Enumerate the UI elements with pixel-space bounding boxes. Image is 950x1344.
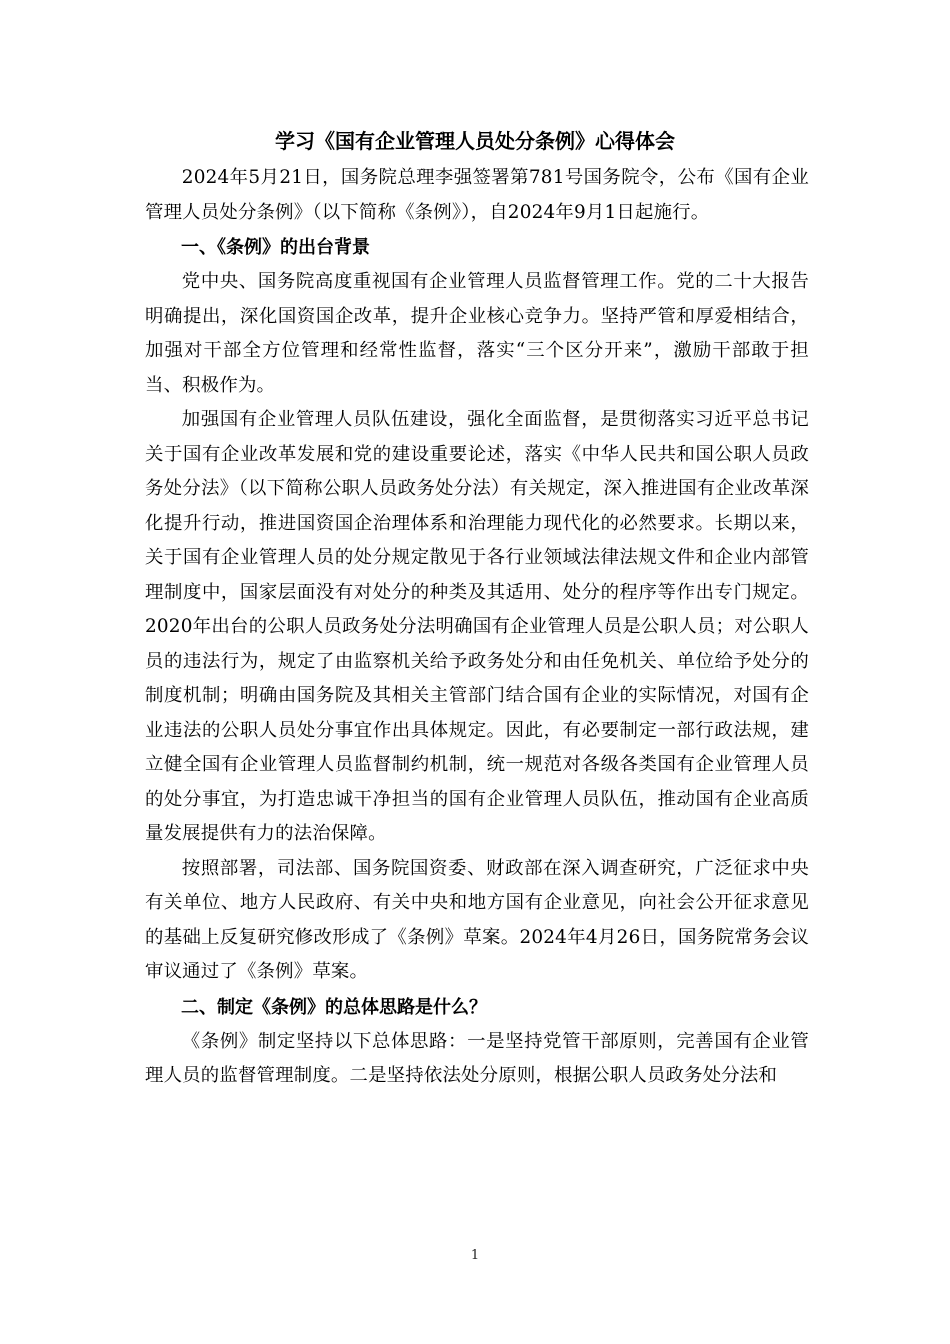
section-heading-approach: 二、制定《条例》的总体思路是什么？ (181, 996, 487, 1018)
document-title: 学习《国有企业管理人员处分条例》心得体会 (275, 129, 675, 153)
paragraph-background-1: 党中央、国务院高度重视国有企业管理人员监督管理工作。党的二十大报告明确提出，深化国资国企改革，提升企业核心竞争力。坚持严管和厚爱相结合，加强对干部全方位管理和经常性监督，落实“三个区分开来”，激励干部敢于担当、积极作为。 (145, 271, 809, 396)
paragraph-background-3: 按照部署，司法部、国务院国资委、财政部在深入调查研究，广泛征求中央有关单位、地方人民政府、有关中央和地方国有企业意见，向社会公开征求意见的基础上反复研究修改形成了《条例》草案。2024年4月26日，国务院常务会议审议通过了《条例》草案。 (145, 857, 809, 982)
paragraph-approach-1: 《条例》制定坚持以下总体思路：一是坚持党管干部原则，完善国有企业管理人员的监督管理制度。二是坚持依法处分原则，根据公职人员政务处分法和 (145, 1030, 809, 1086)
page-number: 1 (470, 1248, 480, 1263)
paragraph-background-2: 加强国有企业管理人员队伍建设，强化全面监督，是贯彻落实习近平总书记关于国有企业改革发展和党的建设重要论述，落实《中华人民共和国公职人员政务处分法》（以下简称公职人员政务处分法）有关规定，深入推进国有企业改革深化提升行动，推进国资国企治理体系和治理能力现代化的必然要求。长期以来，关于国有企业管理人员的处分规定散见于各行业领域法律法规文件和企业内部管理制度中，国家层面没有对处分的种类及其适用、处分的程序等作出专门规定。2020年出台的公职人员政务处分法明确国有企业管理人员是公职人员；对公职人员的违法行为，规定了由监察机关给予政务处分和由任免机关、单位给予处分的制度机制；明确由国务院及其相关主管部门结合国有企业的实际情况，对国有企业违法的公职人员处分事宜作出具体规定。因此，有必要制定一部行政法规，建立健全国有企业管理人员监督制约机制，统一规范对各级各类国有企业管理人员的处分事宜，为打造忠诚干净担当的国有企业管理人员队伍，推动国有企业高质量发展提供有力的法治保障。 (145, 409, 809, 844)
document-body (145, 161, 809, 1094)
section-heading-background: 一、《条例》的出台背景 (181, 237, 370, 258)
paragraph-intro: 2024年5月21日，国务院总理李强签署第781号国务院令，公布《国有企业管理人员处分条例》（以下简称《条例》），自2024年9月1日起施行。 (145, 167, 809, 223)
